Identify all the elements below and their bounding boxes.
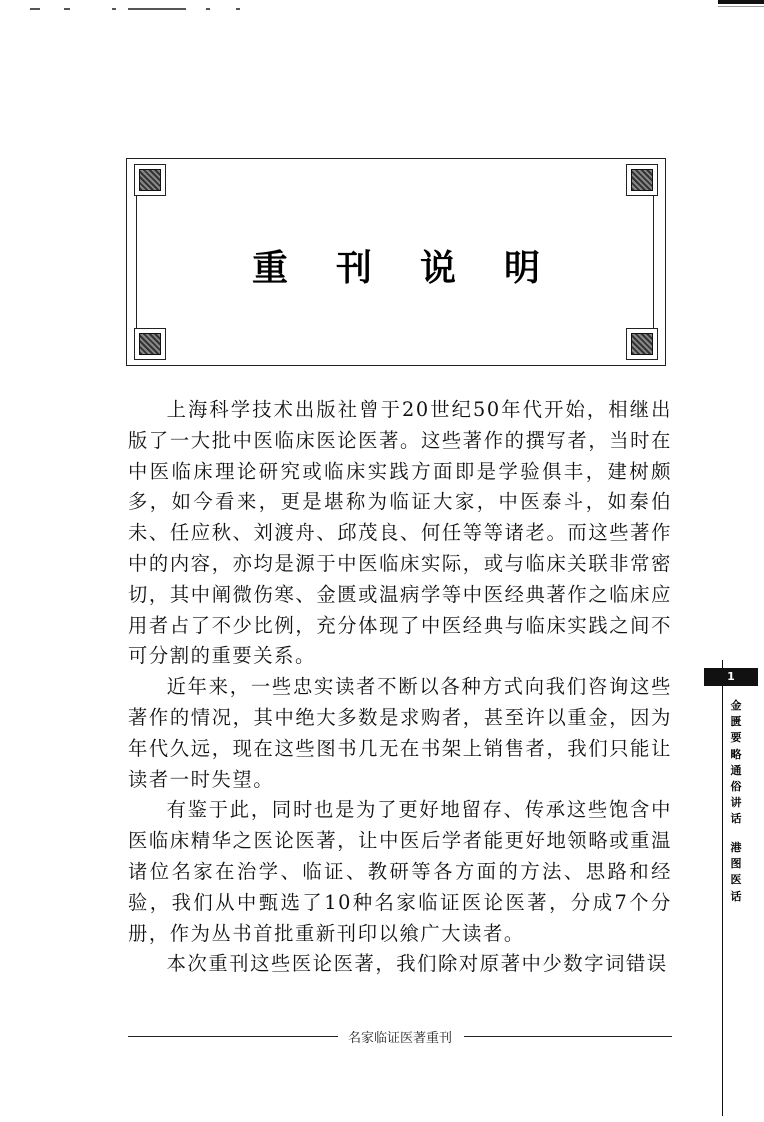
scan-marks <box>30 6 250 14</box>
side-divider <box>722 660 723 1116</box>
corner-ornament-icon <box>134 328 166 360</box>
footer <box>128 1026 672 1046</box>
paragraph: 上海科学技术出版社曾于20世纪50年代开始，相继出版了一大批中医临床医论医著。这些著作的撰写者，当时在中医临床理论研究或临床实践方面即是学验俱丰，建树颇多，如今看来，更是堪称为临证大家，中医泰斗，如秦伯未、任应秋、刘渡舟、邱茂良、何任等等诸老。而这些著作中的内容，亦均是源于中医临床实际，或与临床关联非常密切，其中阐微伤寒、金匮或温病学等中医经典著作之临床应用者占了不少比例，充分体现了中医经典与临床实践之间不可分割的重要关系。 <box>128 398 672 668</box>
title-frame <box>126 158 666 366</box>
corner-ornament-icon <box>626 164 658 196</box>
side-title-part2: 港图医话 <box>730 841 742 903</box>
page-title: 重刊说明 <box>251 248 588 289</box>
page-number-tab: 1 <box>704 668 758 686</box>
paragraph: 本次重刊这些医论医著，我们除对原著中少数字词错误 <box>166 952 668 976</box>
side-title-part1: 金匮要略通俗讲话 <box>730 699 742 826</box>
footer-rule <box>464 1036 672 1037</box>
paragraph: 有鉴于此，同时也是为了更好地留存、传承这些饱含中医临床精华之医论医著，让中医后学者能更好地领略或重温诸位名家在治学、临证、教研等各方面的方法、思路和经验，我们从中甄选了10种名家临证医论医著，分成7个分册，作为丛书首批重新刊印以飨广大读者。 <box>128 798 672 945</box>
footer-label: 名家临证医著重刊 <box>347 1031 452 1046</box>
corner-ornament-icon <box>134 164 166 196</box>
paragraph: 近年来，一些忠实读者不断以各种方式向我们咨询这些著作的情况，其中绝大多数是求购者，甚至许以重金，因为年代久远，现在这些图书几无在书架上销售者，我们只能让读者一时失望。 <box>128 675 672 791</box>
corner-bar <box>718 0 764 4</box>
corner-bar-thin <box>718 6 764 7</box>
body-text <box>128 395 672 980</box>
corner-ornament-icon <box>626 328 658 360</box>
